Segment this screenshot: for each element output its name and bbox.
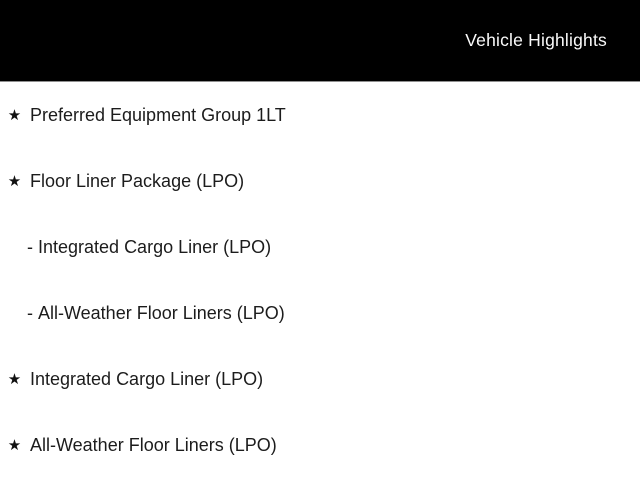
list-subitem [0,280,640,346]
star-icon: ★ [7,172,22,190]
list-subitem-label: Integrated Cargo Liner (LPO) [38,236,272,257]
highlights-list [0,82,640,478]
page-title: Vehicle Highlights [465,30,607,50]
star-icon: ★ [7,436,22,454]
star-icon: ★ [7,106,22,124]
list-subitem-label: All-Weather Floor Liners (LPO) [38,302,285,323]
list-subitem [0,214,640,280]
dash-bullet: - [27,236,33,257]
list-item-label: Integrated Cargo Liner (LPO) [30,368,264,389]
list-item [0,148,640,214]
header-bar [0,0,640,82]
list-item [0,82,640,148]
star-icon: ★ [7,370,22,388]
list-item [0,412,640,478]
dash-bullet: - [27,302,33,323]
list-item-label: Preferred Equipment Group 1LT [30,104,286,125]
list-item-label: All-Weather Floor Liners (LPO) [30,434,277,455]
list-item [0,346,640,412]
list-item-label: Floor Liner Package (LPO) [30,170,245,191]
